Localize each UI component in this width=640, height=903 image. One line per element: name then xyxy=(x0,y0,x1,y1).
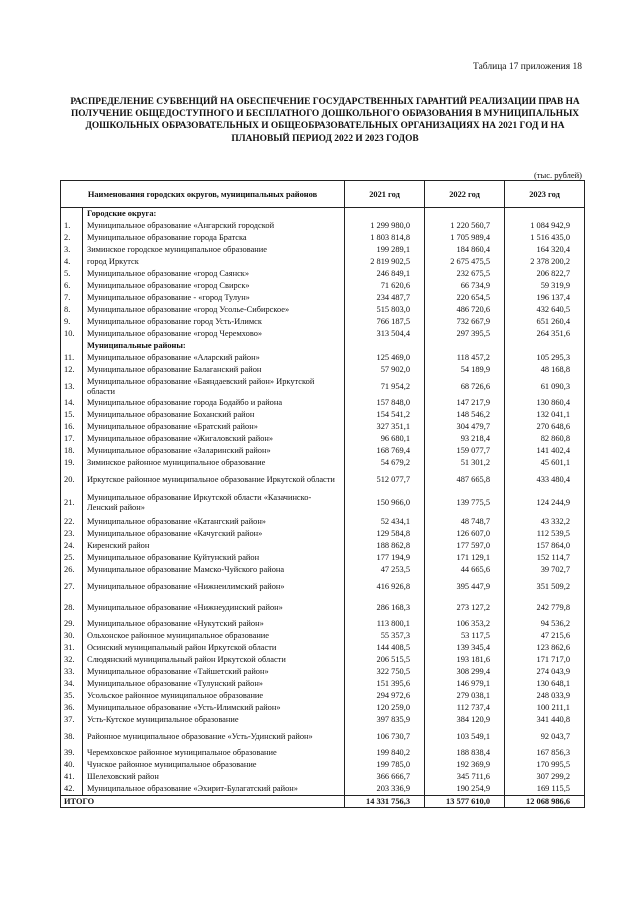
value-2021: 294 972,6 xyxy=(345,690,425,702)
value-2022: 112 737,4 xyxy=(425,702,505,714)
row-number: 6. xyxy=(61,280,83,292)
value-2022: 44 665,6 xyxy=(425,564,505,576)
value-2023: 130 860,4 xyxy=(505,397,585,409)
value-2021: 177 194,9 xyxy=(345,552,425,564)
municipality-name: Муниципальное образование «Тулунский район» xyxy=(83,678,345,690)
value-2023: 351 509,2 xyxy=(505,576,585,597)
value-2022: 68 726,6 xyxy=(425,376,505,397)
value-2023: 1 516 435,0 xyxy=(505,232,585,244)
value-2022: 184 860,4 xyxy=(425,244,505,256)
total-2021: 14 331 756,3 xyxy=(345,796,425,808)
table-row xyxy=(61,421,585,433)
row-number: 2. xyxy=(61,232,83,244)
value-2023: 1 084 942,9 xyxy=(505,220,585,232)
table-row xyxy=(61,280,585,292)
value-2021: 234 487,7 xyxy=(345,292,425,304)
value-2022: 159 077,7 xyxy=(425,445,505,457)
value-2023: 59 319,9 xyxy=(505,280,585,292)
empty-cell xyxy=(425,208,505,221)
row-number: 29. xyxy=(61,618,83,630)
value-2022: 732 667,9 xyxy=(425,316,505,328)
header-name: Наименования городских округов, муниципальных районов xyxy=(61,181,345,208)
value-2023: 264 351,6 xyxy=(505,328,585,340)
row-number: 5. xyxy=(61,268,83,280)
value-2023: 274 043,9 xyxy=(505,666,585,678)
value-2021: 47 253,5 xyxy=(345,564,425,576)
value-2023: 433 480,4 xyxy=(505,469,585,490)
value-2023: 92 043,7 xyxy=(505,726,585,747)
value-2022: 93 218,4 xyxy=(425,433,505,445)
value-2023: 432 640,5 xyxy=(505,304,585,316)
value-2022: 279 038,1 xyxy=(425,690,505,702)
table-row xyxy=(61,364,585,376)
value-2021: 199 840,2 xyxy=(345,747,425,759)
municipality-name: Зиминское городское муниципальное образование xyxy=(83,244,345,256)
row-number: 13. xyxy=(61,376,83,397)
value-2021: 150 966,0 xyxy=(345,490,425,516)
table-row xyxy=(61,540,585,552)
row-number: 40. xyxy=(61,759,83,771)
value-2022: 53 117,5 xyxy=(425,630,505,642)
value-2023: 248 033,9 xyxy=(505,690,585,702)
value-2021: 106 730,7 xyxy=(345,726,425,747)
row-number: 28. xyxy=(61,597,83,618)
row-number: 1. xyxy=(61,220,83,232)
value-2023: 164 320,4 xyxy=(505,244,585,256)
value-2022: 188 838,4 xyxy=(425,747,505,759)
value-2021: 1 299 980,0 xyxy=(345,220,425,232)
group-label: Городские округа: xyxy=(83,208,345,221)
row-number: 23. xyxy=(61,528,83,540)
table-row xyxy=(61,654,585,666)
table-row xyxy=(61,232,585,244)
row-number: 22. xyxy=(61,516,83,528)
value-2022: 273 127,2 xyxy=(425,597,505,618)
value-2022: 126 607,0 xyxy=(425,528,505,540)
value-2021: 246 849,1 xyxy=(345,268,425,280)
value-2022: 171 129,1 xyxy=(425,552,505,564)
table-row xyxy=(61,576,585,597)
municipality-name: Муниципальное образование Куйтунский район xyxy=(83,552,345,564)
value-2021: 199 289,1 xyxy=(345,244,425,256)
table-row xyxy=(61,352,585,364)
municipality-name: Зиминское районное муниципальное образование xyxy=(83,457,345,469)
value-2023: 47 215,6 xyxy=(505,630,585,642)
municipality-name: Муниципальное образование «Усть-Илимский район» xyxy=(83,702,345,714)
table-row xyxy=(61,714,585,726)
municipality-name: Муниципальное образование «Ангарский городской xyxy=(83,220,345,232)
row-number: 38. xyxy=(61,726,83,747)
value-2022: 345 711,6 xyxy=(425,771,505,783)
empty-cell xyxy=(425,340,505,352)
municipality-name: Муниципальное образование «Качугский район» xyxy=(83,528,345,540)
empty-cell xyxy=(345,340,425,352)
value-2023: 167 856,3 xyxy=(505,747,585,759)
value-2023: 124 244,9 xyxy=(505,490,585,516)
value-2021: 55 357,3 xyxy=(345,630,425,642)
municipality-name: Муниципальное образование «город Саянск» xyxy=(83,268,345,280)
municipality-name: Черемховское районное муниципальное образование xyxy=(83,747,345,759)
value-2021: 71 620,6 xyxy=(345,280,425,292)
row-number: 8. xyxy=(61,304,83,316)
table-row xyxy=(61,469,585,490)
value-2023: 43 332,2 xyxy=(505,516,585,528)
row-number xyxy=(61,208,83,221)
row-number: 37. xyxy=(61,714,83,726)
value-2023: 242 779,8 xyxy=(505,597,585,618)
table-row xyxy=(61,256,585,268)
table-row xyxy=(61,702,585,714)
municipality-name: город Иркутск xyxy=(83,256,345,268)
municipality-name: Муниципальное образование «Нижнеудинский район» xyxy=(83,597,345,618)
value-2022: 148 546,2 xyxy=(425,409,505,421)
municipality-name: Слюдянский муниципальный район Иркутской области xyxy=(83,654,345,666)
municipality-name: Муниципальное образование «Эхирит-Булагатский район» xyxy=(83,783,345,796)
row-number: 10. xyxy=(61,328,83,340)
table-row xyxy=(61,597,585,618)
row-number: 11. xyxy=(61,352,83,364)
row-number: 4. xyxy=(61,256,83,268)
value-2022: 2 675 475,5 xyxy=(425,256,505,268)
value-2023: 141 402,4 xyxy=(505,445,585,457)
value-2021: 366 666,7 xyxy=(345,771,425,783)
value-2021: 57 902,0 xyxy=(345,364,425,376)
table-row xyxy=(61,490,585,516)
value-2023: 651 260,4 xyxy=(505,316,585,328)
value-2023: 45 601,1 xyxy=(505,457,585,469)
empty-cell xyxy=(345,208,425,221)
value-2021: 157 848,0 xyxy=(345,397,425,409)
value-2023: 61 090,3 xyxy=(505,376,585,397)
municipality-name: Муниципальное образование «Заларинский район» xyxy=(83,445,345,457)
row-number: 24. xyxy=(61,540,83,552)
municipality-name: Муниципальное образование «Тайшетский район» xyxy=(83,666,345,678)
row-number: 27. xyxy=(61,576,83,597)
municipality-name: Усольское районное муниципальное образование xyxy=(83,690,345,702)
municipality-name: Муниципальное образование «Баяндаевский район» Иркутской области xyxy=(83,376,345,397)
row-number xyxy=(61,340,83,352)
value-2022: 297 395,5 xyxy=(425,328,505,340)
value-2021: 151 395,6 xyxy=(345,678,425,690)
value-2021: 188 862,8 xyxy=(345,540,425,552)
municipality-name: Муниципальное образование Иркутской области «Казачинско-Ленский район» xyxy=(83,490,345,516)
table-row xyxy=(61,759,585,771)
value-2021: 144 408,5 xyxy=(345,642,425,654)
empty-cell xyxy=(505,208,585,221)
value-2021: 203 336,9 xyxy=(345,783,425,796)
value-2022: 146 979,1 xyxy=(425,678,505,690)
value-2022: 220 654,5 xyxy=(425,292,505,304)
value-2021: 129 584,8 xyxy=(345,528,425,540)
row-number: 12. xyxy=(61,364,83,376)
value-2023: 112 539,5 xyxy=(505,528,585,540)
municipality-name: Муниципальное образование «город Свирск» xyxy=(83,280,345,292)
municipality-name: Муниципальное образование «город Усолье-Сибирское» xyxy=(83,304,345,316)
value-2021: 286 168,3 xyxy=(345,597,425,618)
row-number: 41. xyxy=(61,771,83,783)
value-2021: 71 954,2 xyxy=(345,376,425,397)
value-2022: 139 775,5 xyxy=(425,490,505,516)
value-2021: 52 434,1 xyxy=(345,516,425,528)
row-number: 3. xyxy=(61,244,83,256)
value-2021: 168 769,4 xyxy=(345,445,425,457)
group-header-row xyxy=(61,340,585,352)
value-2022: 177 597,0 xyxy=(425,540,505,552)
row-number: 21. xyxy=(61,490,83,516)
total-row xyxy=(61,796,585,808)
value-2022: 103 549,1 xyxy=(425,726,505,747)
municipality-name: Муниципальное образование города Братска xyxy=(83,232,345,244)
value-2021: 2 819 902,5 xyxy=(345,256,425,268)
table-row xyxy=(61,397,585,409)
table-row xyxy=(61,771,585,783)
table-row xyxy=(61,328,585,340)
value-2022: 193 181,6 xyxy=(425,654,505,666)
row-number: 19. xyxy=(61,457,83,469)
row-number: 25. xyxy=(61,552,83,564)
value-2022: 395 447,9 xyxy=(425,576,505,597)
value-2023: 48 168,8 xyxy=(505,364,585,376)
row-number: 14. xyxy=(61,397,83,409)
row-number: 30. xyxy=(61,630,83,642)
value-2023: 270 648,6 xyxy=(505,421,585,433)
value-2023: 170 995,5 xyxy=(505,759,585,771)
value-2021: 512 077,7 xyxy=(345,469,425,490)
table-row xyxy=(61,516,585,528)
table-row xyxy=(61,552,585,564)
header-2023: 2023 год xyxy=(505,181,585,208)
value-2023: 307 299,2 xyxy=(505,771,585,783)
municipality-name: Муниципальное образование город Усть-Илимск xyxy=(83,316,345,328)
value-2023: 130 648,1 xyxy=(505,678,585,690)
value-2022: 1 705 989,4 xyxy=(425,232,505,244)
header-2022: 2022 год xyxy=(425,181,505,208)
total-2022: 13 577 610,0 xyxy=(425,796,505,808)
value-2021: 54 679,2 xyxy=(345,457,425,469)
table-row xyxy=(61,783,585,796)
row-number: 9. xyxy=(61,316,83,328)
value-2021: 766 187,5 xyxy=(345,316,425,328)
value-2021: 199 785,0 xyxy=(345,759,425,771)
table-row xyxy=(61,268,585,280)
value-2022: 147 217,9 xyxy=(425,397,505,409)
table-body xyxy=(61,208,585,808)
row-number: 20. xyxy=(61,469,83,490)
table-row xyxy=(61,445,585,457)
value-2023: 169 115,5 xyxy=(505,783,585,796)
value-2021: 313 504,4 xyxy=(345,328,425,340)
municipality-name: Шелеховский район xyxy=(83,771,345,783)
table-row xyxy=(61,220,585,232)
municipality-name: Усть-Кутское муниципальное образование xyxy=(83,714,345,726)
value-2022: 487 665,8 xyxy=(425,469,505,490)
municipality-name: Муниципальное образование «Катангский район» xyxy=(83,516,345,528)
row-number: 31. xyxy=(61,642,83,654)
value-2021: 96 680,1 xyxy=(345,433,425,445)
group-label: Муниципальные районы: xyxy=(83,340,345,352)
value-2021: 1 803 814,8 xyxy=(345,232,425,244)
empty-cell xyxy=(505,340,585,352)
table-row xyxy=(61,304,585,316)
row-number: 16. xyxy=(61,421,83,433)
municipality-name: Муниципальное образование «Нукутский район» xyxy=(83,618,345,630)
value-2023: 341 440,8 xyxy=(505,714,585,726)
table-row xyxy=(61,747,585,759)
value-2021: 206 515,5 xyxy=(345,654,425,666)
municipality-name: Муниципальное образование «Жигаловский район» xyxy=(83,433,345,445)
row-number: 18. xyxy=(61,445,83,457)
municipality-name: Муниципальное образование Балаганский район xyxy=(83,364,345,376)
table-row xyxy=(61,528,585,540)
units-label: (тыс. рублей) xyxy=(533,170,582,180)
value-2023: 196 137,4 xyxy=(505,292,585,304)
table-row xyxy=(61,409,585,421)
total-2023: 12 068 986,6 xyxy=(505,796,585,808)
value-2022: 1 220 560,7 xyxy=(425,220,505,232)
value-2022: 48 748,7 xyxy=(425,516,505,528)
municipality-name: Муниципальное образование «Нижнеилимский район» xyxy=(83,576,345,597)
value-2022: 66 734,9 xyxy=(425,280,505,292)
row-number: 17. xyxy=(61,433,83,445)
municipality-name: Муниципальное образование города Бодайбо и района xyxy=(83,397,345,409)
table-row xyxy=(61,292,585,304)
municipality-name: Ольхонское районное муниципальное образование xyxy=(83,630,345,642)
value-2022: 308 299,4 xyxy=(425,666,505,678)
municipality-name: Муниципальное образование «город Черемхово» xyxy=(83,328,345,340)
total-label: ИТОГО xyxy=(61,796,345,808)
row-number: 42. xyxy=(61,783,83,796)
municipality-name: Киренский район xyxy=(83,540,345,552)
table-row xyxy=(61,630,585,642)
row-number: 35. xyxy=(61,690,83,702)
table-row xyxy=(61,642,585,654)
municipality-name: Муниципальное образование «Братский район» xyxy=(83,421,345,433)
value-2022: 106 353,2 xyxy=(425,618,505,630)
value-2021: 515 803,0 xyxy=(345,304,425,316)
value-2023: 94 536,2 xyxy=(505,618,585,630)
table-row xyxy=(61,457,585,469)
group-header-row xyxy=(61,208,585,221)
row-number: 15. xyxy=(61,409,83,421)
row-number: 33. xyxy=(61,666,83,678)
table-row xyxy=(61,678,585,690)
municipality-name: Иркутское районное муниципальное образование Иркутской области xyxy=(83,469,345,490)
value-2022: 384 120,9 xyxy=(425,714,505,726)
value-2023: 206 822,7 xyxy=(505,268,585,280)
municipality-name: Муниципальное образование «Аларский район» xyxy=(83,352,345,364)
table-row xyxy=(61,244,585,256)
row-number: 26. xyxy=(61,564,83,576)
table-row xyxy=(61,316,585,328)
value-2021: 113 800,1 xyxy=(345,618,425,630)
value-2021: 322 750,5 xyxy=(345,666,425,678)
value-2023: 157 864,0 xyxy=(505,540,585,552)
municipality-name: Муниципальное образование Боханский район xyxy=(83,409,345,421)
value-2023: 82 860,8 xyxy=(505,433,585,445)
value-2023: 132 041,1 xyxy=(505,409,585,421)
row-number: 39. xyxy=(61,747,83,759)
header-2021: 2021 год xyxy=(345,181,425,208)
value-2022: 304 479,7 xyxy=(425,421,505,433)
value-2021: 327 351,1 xyxy=(345,421,425,433)
value-2023: 123 862,6 xyxy=(505,642,585,654)
value-2021: 154 541,2 xyxy=(345,409,425,421)
value-2021: 120 259,0 xyxy=(345,702,425,714)
table-row xyxy=(61,690,585,702)
value-2021: 397 835,9 xyxy=(345,714,425,726)
value-2022: 192 369,9 xyxy=(425,759,505,771)
value-2023: 100 211,1 xyxy=(505,702,585,714)
row-number: 32. xyxy=(61,654,83,666)
municipality-name: Муниципальное образование - «город Тулун» xyxy=(83,292,345,304)
value-2023: 2 378 200,2 xyxy=(505,256,585,268)
value-2022: 190 254,9 xyxy=(425,783,505,796)
row-number: 36. xyxy=(61,702,83,714)
value-2021: 125 469,0 xyxy=(345,352,425,364)
value-2022: 232 675,5 xyxy=(425,268,505,280)
value-2023: 171 717,0 xyxy=(505,654,585,666)
subsidy-table xyxy=(60,180,585,808)
value-2021: 416 926,8 xyxy=(345,576,425,597)
municipality-name: Муниципальное образование Мамско-Чуйского района xyxy=(83,564,345,576)
table-row xyxy=(61,433,585,445)
table-row xyxy=(61,564,585,576)
document-title: РАСПРЕДЕЛЕНИЕ СУБВЕНЦИЙ НА ОБЕСПЕЧЕНИЕ ГОСУДАРСТВЕННЫХ ГАРАНТИЙ РЕАЛИЗАЦИИ ПРАВ НА ПОЛУЧЕНИЕ ОБЩЕДОСТУПНОГО И БЕСПЛАТНОГО ДОШКОЛЬНОГО ОБРАЗОВАНИЯ В МУНИЦИПАЛЬНЫХ ДОШКОЛЬНЫХ ОБРАЗОВАТЕЛЬНЫХ И ОБЩЕОБРАЗОВАТЕЛЬНЫХ ОРГАНИЗАЦИЯХ НА 2021 ГОД И НА ПЛАНОВЫЙ ПЕРИОД 2022 И 2023 ГОДОВ xyxy=(70,97,580,144)
row-number: 34. xyxy=(61,678,83,690)
value-2022: 139 345,4 xyxy=(425,642,505,654)
municipality-name: Чунское районное муниципальное образование xyxy=(83,759,345,771)
value-2023: 152 114,7 xyxy=(505,552,585,564)
row-number: 7. xyxy=(61,292,83,304)
value-2022: 54 189,9 xyxy=(425,364,505,376)
value-2022: 51 301,2 xyxy=(425,457,505,469)
table-row xyxy=(61,726,585,747)
table-row xyxy=(61,376,585,397)
table-header-row xyxy=(61,181,585,208)
value-2023: 39 702,7 xyxy=(505,564,585,576)
municipality-name: Осинский муниципальный район Иркутской области xyxy=(83,642,345,654)
value-2022: 118 457,2 xyxy=(425,352,505,364)
value-2023: 105 295,3 xyxy=(505,352,585,364)
table-row xyxy=(61,618,585,630)
table-row xyxy=(61,666,585,678)
municipality-name: Районное муниципальное образование «Усть-Удинский район» xyxy=(83,726,345,747)
value-2022: 486 720,6 xyxy=(425,304,505,316)
annex-label: Таблица 17 приложения 18 xyxy=(473,62,582,72)
